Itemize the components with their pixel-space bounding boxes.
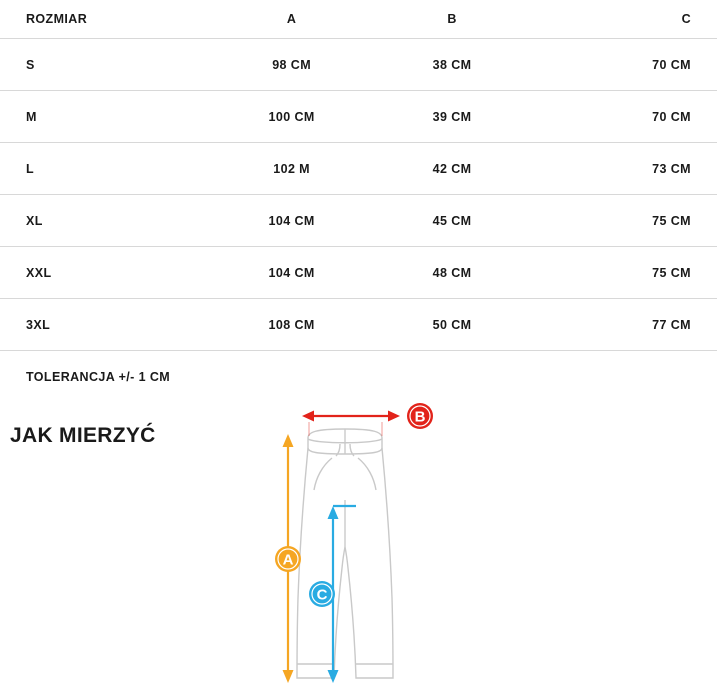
table-row [0, 299, 717, 351]
header-size: ROZMIAR [0, 0, 211, 39]
size-table-head [0, 0, 717, 39]
cell-c: 75 CM [532, 195, 717, 247]
cell-b: 39 CM [372, 91, 532, 143]
cell-c: 70 CM [532, 39, 717, 91]
dimension-c-arrowhead-top [328, 506, 339, 519]
table-row [0, 39, 717, 91]
marker-b-label: B [414, 408, 426, 426]
cell-c: 70 CM [532, 91, 717, 143]
table-header-row [0, 0, 717, 39]
dimension-c-arrowhead-bottom [328, 670, 339, 683]
table-row [0, 91, 717, 143]
table-row [0, 195, 717, 247]
cell-c: 77 CM [532, 299, 717, 351]
cell-a: 102 M [211, 143, 371, 195]
cell-b: 50 CM [372, 299, 532, 351]
cell-a: 108 CM [211, 299, 371, 351]
cell-b: 45 CM [372, 195, 532, 247]
dimension-a-arrowhead-bottom [283, 670, 294, 683]
table-row [0, 247, 717, 299]
how-to-measure-title: JAK MIERZYĆ [10, 424, 156, 447]
header-b: B [372, 0, 532, 39]
tolerance-note: TOLERANCJA +/- 1 CM [26, 370, 171, 384]
measurement-diagram [240, 392, 500, 685]
cell-b: 42 CM [372, 143, 532, 195]
dimension-b-arrowhead-right [388, 411, 400, 422]
marker-a-label: A [282, 551, 294, 569]
cell-size: XL [0, 195, 211, 247]
cell-a: 104 CM [211, 247, 371, 299]
marker-c-label: C [316, 586, 328, 604]
marker-c [309, 581, 335, 607]
header-c: C [532, 0, 717, 39]
cell-a: 100 CM [211, 91, 371, 143]
cell-size: M [0, 91, 211, 143]
cell-c: 75 CM [532, 247, 717, 299]
pants-illustration [297, 429, 393, 678]
size-table-body [0, 39, 717, 351]
table-row [0, 143, 717, 195]
marker-a [275, 546, 301, 572]
marker-b [407, 403, 433, 429]
dimension-a-arrowhead-top [283, 434, 294, 447]
dimension-b-arrowhead-left [302, 411, 314, 422]
cell-size: S [0, 39, 211, 91]
cell-b: 38 CM [372, 39, 532, 91]
cell-c: 73 CM [532, 143, 717, 195]
cell-b: 48 CM [372, 247, 532, 299]
cell-size: 3XL [0, 299, 211, 351]
header-a: A [211, 0, 371, 39]
cell-a: 104 CM [211, 195, 371, 247]
cell-size: XXL [0, 247, 211, 299]
cell-size: L [0, 143, 211, 195]
cell-a: 98 CM [211, 39, 371, 91]
